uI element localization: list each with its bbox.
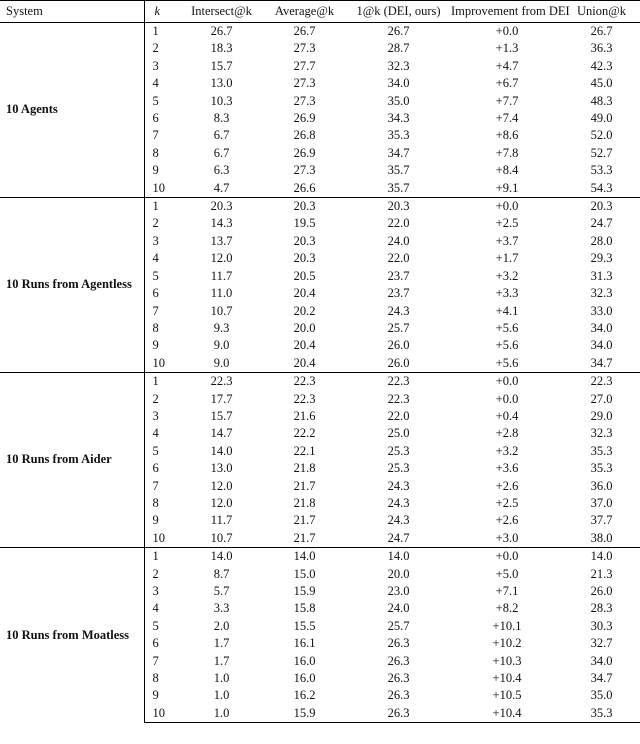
cell-k: 9 (152, 338, 159, 353)
cell-union: 30.3 (590, 618, 613, 633)
cell-improvement: +4.1 (495, 303, 519, 318)
cell-one-at-k: 26.3 (346, 705, 451, 723)
cell-intersect: 13.0 (210, 461, 233, 476)
cell-k: 1 (144, 548, 180, 566)
cell-one-at-k: 23.7 (387, 268, 410, 283)
cell-one-at-k: 35.0 (387, 93, 410, 108)
cell-improvement: +7.4 (495, 111, 519, 126)
cell-intersect: 17.7 (210, 391, 233, 406)
cell-intersect: 1.7 (213, 636, 230, 651)
cell-k: 8 (152, 671, 159, 686)
cell-average: 20.5 (293, 268, 316, 283)
header-k: k (144, 1, 180, 23)
cell-improvement: +5.6 (495, 320, 519, 335)
header-row (0, 1, 640, 23)
table-group (0, 373, 640, 548)
cell-improvement: +3.3 (495, 286, 519, 301)
system-name: 10 Runs from Aider (0, 373, 144, 548)
cell-improvement: +2.8 (495, 426, 519, 441)
cell-one-at-k: 26.3 (387, 671, 410, 686)
cell-intersect: 4.7 (213, 180, 230, 195)
cell-one-at-k: 23.0 (387, 584, 410, 598)
cell-union: 37.0 (590, 495, 613, 510)
cell-union: 36.3 (590, 41, 613, 56)
cell-union: 33.0 (590, 303, 613, 318)
cell-average: 26.9 (293, 111, 316, 126)
cell-one-at-k: 26.0 (387, 338, 410, 353)
cell-improvement: +10.4 (492, 671, 522, 686)
cell-improvement: +3.0 (495, 530, 519, 545)
cell-intersect: 26.7 (180, 23, 263, 41)
cell-improvement: +5.0 (495, 566, 519, 581)
cell-intersect: 10.3 (210, 93, 233, 108)
cell-intersect: 6.3 (213, 163, 230, 178)
cell-union: 49.0 (590, 111, 613, 126)
cell-one-at-k: 25.3 (387, 461, 410, 476)
cell-average: 21.8 (293, 461, 316, 476)
header-intersect: Intersect@k (180, 1, 263, 23)
cell-k: 1 (144, 198, 180, 216)
cell-average: 22.3 (293, 391, 316, 406)
cell-improvement: +3.6 (495, 461, 519, 476)
cell-union: 37.7 (590, 513, 613, 528)
cell-average: 21.7 (293, 478, 316, 493)
cell-average: 22.2 (293, 426, 316, 441)
cell-average: 16.2 (293, 688, 316, 703)
cell-union: 24.7 (590, 216, 613, 231)
cell-one-at-k: 26.3 (387, 653, 410, 668)
header-system: System (0, 1, 144, 23)
cell-k: 5 (152, 268, 159, 283)
table-group (0, 23, 640, 198)
cell-one-at-k: 24.7 (387, 530, 410, 545)
cell-one-at-k: 26.3 (387, 636, 410, 651)
cell-union: 21.3 (590, 566, 613, 581)
cell-average: 21.7 (293, 530, 316, 545)
cell-one-at-k: 26.0 (387, 355, 410, 370)
cell-average: 22.1 (293, 443, 316, 458)
cell-union: 26.7 (563, 23, 640, 41)
cell-union: 32.7 (590, 636, 613, 651)
cell-improvement: +8.4 (495, 163, 519, 178)
cell-one-at-k: 23.7 (387, 286, 410, 301)
cell-intersect: 15.7 (210, 58, 233, 73)
cell-one-at-k: 25.7 (387, 320, 410, 335)
cell-intersect: 18.3 (210, 41, 233, 56)
cell-average: 19.5 (293, 216, 316, 231)
cell-intersect: 1.0 (180, 705, 263, 723)
cell-k: 4 (152, 426, 159, 441)
cell-intersect: 8.3 (213, 111, 230, 126)
cell-k: 6 (152, 111, 159, 126)
cell-average: 15.8 (293, 601, 316, 616)
cell-improvement: +7.1 (495, 584, 519, 598)
cell-improvement: +2.6 (495, 513, 519, 528)
cell-one-at-k: 34.7 (387, 145, 410, 160)
cell-average: 16.1 (293, 636, 316, 651)
cell-average: 20.3 (293, 251, 316, 266)
cell-k: 5 (152, 93, 159, 108)
table-group (0, 548, 640, 723)
cell-union: 52.7 (590, 145, 613, 160)
cell-union: 35.3 (590, 443, 613, 458)
cell-k: 2 (152, 391, 159, 406)
cell-improvement: +0.0 (451, 548, 563, 566)
cell-k: 8 (152, 145, 159, 160)
cell-k: 5 (152, 618, 159, 633)
cell-k: 1 (144, 373, 180, 391)
cell-one-at-k: 26.3 (387, 688, 410, 703)
cell-one-at-k: 25.7 (387, 618, 410, 633)
cell-k: 9 (152, 163, 159, 178)
cell-union: 38.0 (590, 530, 613, 545)
cell-improvement: +1.7 (495, 251, 519, 266)
cell-intersect: 15.7 (210, 408, 233, 423)
cell-union: 34.0 (590, 338, 613, 353)
cell-intersect: 20.3 (180, 198, 263, 216)
cell-k: 10 (152, 180, 165, 195)
cell-improvement: +6.7 (495, 76, 519, 91)
cell-one-at-k: 35.7 (387, 180, 410, 195)
cell-one-at-k: 28.7 (387, 41, 410, 56)
cell-k: 9 (152, 513, 159, 528)
cell-union: 34.7 (590, 671, 613, 686)
cell-average: 22.3 (263, 373, 346, 391)
cell-one-at-k: 32.3 (387, 58, 410, 73)
cell-one-at-k: 22.3 (387, 391, 410, 406)
cell-intersect: 9.3 (213, 320, 230, 335)
cell-k: 10 (152, 355, 165, 370)
cell-k: 6 (152, 286, 159, 301)
cell-average: 27.3 (293, 93, 316, 108)
cell-k: 8 (152, 495, 159, 510)
cell-improvement: +1.3 (495, 41, 519, 56)
cell-intersect: 6.7 (213, 145, 230, 160)
cell-union: 28.3 (590, 601, 613, 616)
cell-union: 35.3 (563, 705, 640, 723)
cell-average: 21.6 (293, 408, 316, 423)
table-row (0, 548, 640, 566)
header-improvement: Improvement from DEI (451, 1, 563, 23)
cell-intersect: 10.7 (210, 530, 233, 545)
cell-k: 3 (152, 233, 159, 248)
cell-improvement: +10.1 (492, 618, 522, 633)
cell-average: 20.4 (293, 355, 316, 370)
cell-average: 20.3 (293, 233, 316, 248)
cell-intersect: 9.0 (213, 338, 230, 353)
cell-union: 35.3 (590, 461, 613, 476)
cell-k: 8 (152, 320, 159, 335)
cell-one-at-k: 34.0 (387, 76, 410, 91)
cell-one-at-k: 20.0 (387, 566, 410, 581)
cell-union: 34.7 (590, 355, 613, 370)
header-average: Average@k (263, 1, 346, 23)
cell-intersect: 6.7 (213, 128, 230, 143)
cell-one-at-k: 24.3 (387, 478, 410, 493)
cell-improvement: +0.0 (451, 373, 563, 391)
cell-average: 15.9 (263, 705, 346, 723)
cell-union: 42.3 (590, 58, 613, 73)
cell-improvement: +5.6 (495, 355, 519, 370)
cell-improvement: +3.7 (495, 233, 519, 248)
cell-improvement: +4.7 (495, 58, 519, 73)
table-row (0, 373, 640, 391)
cell-average: 26.7 (263, 23, 346, 41)
cell-average: 16.0 (293, 671, 316, 686)
cell-intersect: 2.0 (213, 618, 230, 633)
cell-average: 26.6 (293, 180, 316, 195)
cell-average: 14.0 (263, 548, 346, 566)
cell-average: 26.8 (293, 128, 316, 143)
cell-intersect: 13.7 (210, 233, 233, 248)
cell-k: 7 (152, 303, 159, 318)
cell-k: 5 (152, 443, 159, 458)
cell-union: 53.3 (590, 163, 613, 178)
cell-one-at-k: 24.0 (387, 233, 410, 248)
cell-one-at-k: 22.0 (387, 408, 410, 423)
cell-intersect: 14.7 (210, 426, 233, 441)
cell-union: 35.0 (590, 688, 613, 703)
cell-union: 48.3 (590, 93, 613, 108)
cell-k: 10 (144, 705, 180, 723)
cell-intersect: 11.7 (210, 268, 233, 283)
cell-one-at-k: 22.0 (387, 216, 410, 231)
cell-intersect: 5.7 (213, 584, 230, 598)
system-name: 10 Agents (0, 23, 144, 198)
cell-average: 20.3 (263, 198, 346, 216)
cell-improvement: +10.2 (492, 636, 522, 651)
cell-union: 14.0 (563, 548, 640, 566)
cell-intersect: 12.0 (210, 251, 233, 266)
cell-union: 34.0 (590, 653, 613, 668)
cell-k: 2 (152, 216, 159, 231)
cell-k: 3 (152, 58, 159, 73)
cell-one-at-k: 22.3 (346, 373, 451, 391)
cell-k: 3 (152, 584, 159, 598)
cell-intersect: 12.0 (210, 478, 233, 493)
system-name: 10 Runs from Agentless (0, 198, 144, 373)
cell-intersect: 13.0 (210, 76, 233, 91)
cell-average: 15.5 (293, 618, 316, 633)
system-name: 10 Runs from Moatless (0, 548, 144, 723)
cell-improvement: +10.4 (451, 705, 563, 723)
cell-one-at-k: 35.7 (387, 163, 410, 178)
cell-improvement: +2.5 (495, 216, 519, 231)
cell-k: 9 (152, 688, 159, 703)
cell-union: 28.0 (590, 233, 613, 248)
cell-union: 31.3 (590, 268, 613, 283)
cell-average: 20.4 (293, 338, 316, 353)
cell-intersect: 10.7 (210, 303, 233, 318)
cell-intersect: 11.0 (210, 286, 233, 301)
cell-improvement: +7.7 (495, 93, 519, 108)
cell-one-at-k: 14.0 (346, 548, 451, 566)
cell-improvement: +10.3 (492, 653, 522, 668)
cell-improvement: +0.0 (451, 23, 563, 41)
cell-improvement: +5.6 (495, 338, 519, 353)
cell-k: 4 (152, 601, 159, 616)
cell-union: 29.3 (590, 251, 613, 266)
table-row (0, 23, 640, 41)
cell-improvement: +3.2 (495, 443, 519, 458)
cell-union: 27.0 (590, 391, 613, 406)
table-row (0, 198, 640, 216)
cell-one-at-k: 24.3 (387, 495, 410, 510)
cell-k: 7 (152, 653, 159, 668)
cell-improvement: +0.0 (495, 391, 519, 406)
cell-intersect: 14.3 (210, 216, 233, 231)
cell-k: 2 (152, 41, 159, 56)
cell-average: 27.3 (293, 163, 316, 178)
cell-one-at-k: 25.0 (387, 426, 410, 441)
cell-improvement: +10.5 (492, 688, 522, 703)
cell-k: 4 (152, 251, 159, 266)
cell-intersect: 1.0 (213, 688, 230, 703)
cell-improvement: +9.1 (495, 180, 519, 195)
cell-average: 27.3 (293, 76, 316, 91)
cell-intersect: 14.0 (180, 548, 263, 566)
cell-one-at-k: 25.3 (387, 443, 410, 458)
cell-union: 26.0 (590, 584, 613, 598)
cell-k: 6 (152, 636, 159, 651)
cell-average: 20.0 (293, 320, 316, 335)
cell-average: 26.9 (293, 145, 316, 160)
cell-k: 2 (152, 566, 159, 581)
cell-union: 20.3 (563, 198, 640, 216)
cell-one-at-k: 24.3 (387, 303, 410, 318)
cell-union: 36.0 (590, 478, 613, 493)
cell-union: 29.0 (590, 408, 613, 423)
cell-intersect: 11.7 (210, 513, 233, 528)
cell-improvement: +7.8 (495, 145, 519, 160)
cell-average: 15.9 (293, 584, 316, 598)
cell-one-at-k: 24.0 (387, 601, 410, 616)
cell-average: 16.0 (293, 653, 316, 668)
table-header (0, 1, 640, 23)
cell-average: 15.0 (293, 566, 316, 581)
cell-average: 27.7 (293, 58, 316, 73)
cell-k: 7 (152, 478, 159, 493)
cell-improvement: +2.5 (495, 495, 519, 510)
cell-average: 20.2 (293, 303, 316, 318)
cell-intersect: 14.0 (210, 443, 233, 458)
table-group (0, 198, 640, 373)
cell-k: 4 (152, 76, 159, 91)
cell-improvement: +2.6 (495, 478, 519, 493)
cell-intersect: 9.0 (213, 355, 230, 370)
cell-average: 21.8 (293, 495, 316, 510)
cell-improvement: +0.0 (451, 198, 563, 216)
header-one-at-k: 1@k (DEI, ours) (346, 1, 451, 23)
cell-union: 32.3 (590, 286, 613, 301)
cell-one-at-k: 26.7 (346, 23, 451, 41)
cell-union: 34.0 (590, 320, 613, 335)
cell-one-at-k: 22.0 (387, 251, 410, 266)
cell-improvement: +0.4 (495, 408, 519, 423)
cell-one-at-k: 34.3 (387, 111, 410, 126)
cell-average: 20.4 (293, 286, 316, 301)
cell-intersect: 1.0 (213, 671, 230, 686)
cell-intersect: 1.7 (213, 653, 230, 668)
cell-k: 1 (144, 23, 180, 41)
cell-one-at-k: 24.3 (387, 513, 410, 528)
cell-intersect: 22.3 (180, 373, 263, 391)
cell-union: 52.0 (590, 128, 613, 143)
cell-union: 22.3 (563, 373, 640, 391)
cell-k: 6 (152, 461, 159, 476)
cell-average: 21.7 (293, 513, 316, 528)
cell-improvement: +8.2 (495, 601, 519, 616)
cell-intersect: 12.0 (210, 495, 233, 510)
cell-one-at-k: 20.3 (346, 198, 451, 216)
cell-union: 45.0 (590, 76, 613, 91)
cell-one-at-k: 35.3 (387, 128, 410, 143)
cell-k: 7 (152, 128, 159, 143)
header-union: Union@k (563, 1, 640, 23)
cell-intersect: 8.7 (213, 566, 230, 581)
cell-average: 27.3 (293, 41, 316, 56)
cell-k: 10 (152, 530, 165, 545)
cell-improvement: +3.2 (495, 268, 519, 283)
cell-improvement: +8.6 (495, 128, 519, 143)
cell-intersect: 3.3 (213, 601, 230, 616)
cell-union: 54.3 (590, 180, 613, 195)
cell-union: 32.3 (590, 426, 613, 441)
cell-k: 3 (152, 408, 159, 423)
